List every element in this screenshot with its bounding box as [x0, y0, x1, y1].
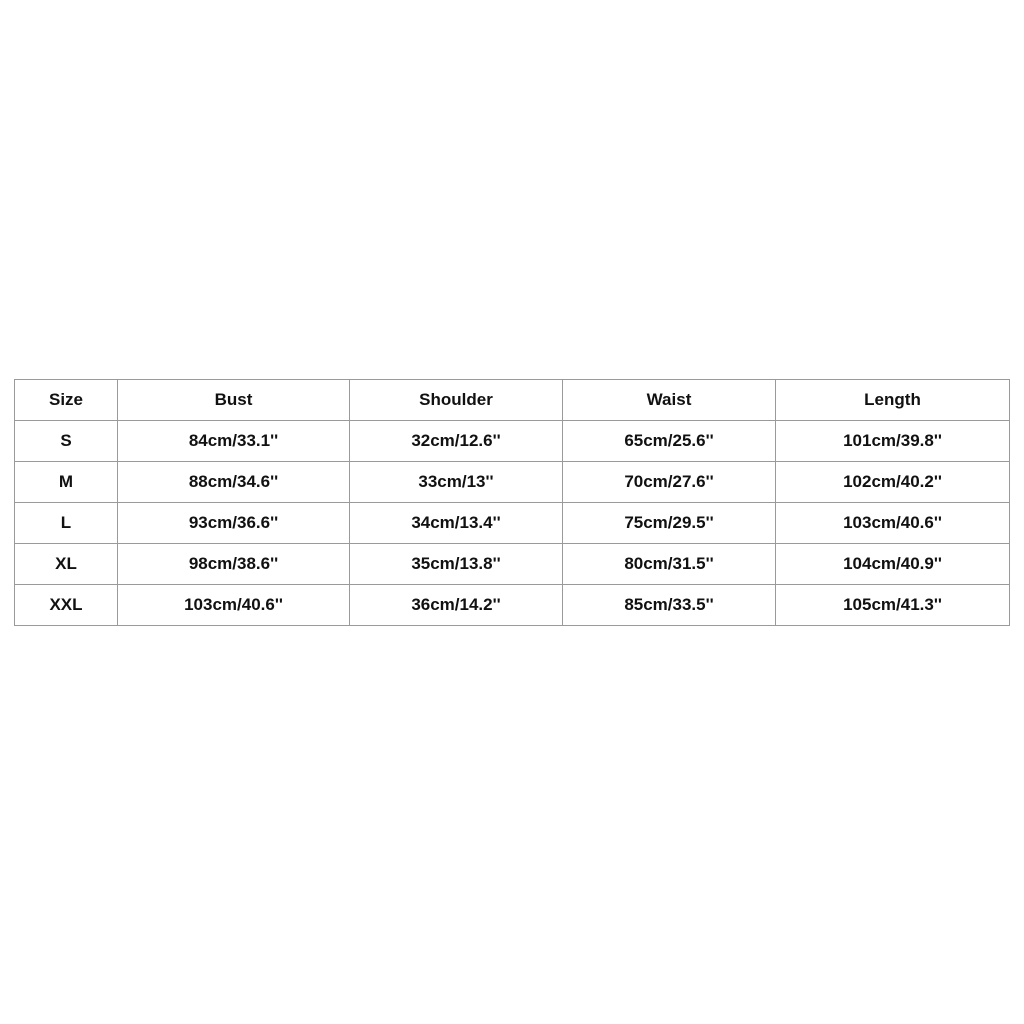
cell-shoulder: 33cm/13''	[350, 462, 563, 503]
cell-bust: 98cm/38.6''	[118, 544, 350, 585]
cell-size: M	[15, 462, 118, 503]
cell-size: XL	[15, 544, 118, 585]
table-body	[15, 421, 1010, 626]
cell-length: 101cm/39.8''	[776, 421, 1010, 462]
cell-shoulder: 36cm/14.2''	[350, 585, 563, 626]
cell-bust: 93cm/36.6''	[118, 503, 350, 544]
header-row	[15, 380, 1010, 421]
header-size: Size	[15, 380, 118, 421]
table-row	[15, 585, 1010, 626]
cell-waist: 85cm/33.5''	[563, 585, 776, 626]
table-row	[15, 503, 1010, 544]
cell-shoulder: 32cm/12.6''	[350, 421, 563, 462]
header-waist: Waist	[563, 380, 776, 421]
table-row	[15, 462, 1010, 503]
header-shoulder: Shoulder	[350, 380, 563, 421]
table-header	[15, 380, 1010, 421]
cell-bust: 84cm/33.1''	[118, 421, 350, 462]
cell-length: 105cm/41.3''	[776, 585, 1010, 626]
cell-size: L	[15, 503, 118, 544]
cell-length: 103cm/40.6''	[776, 503, 1010, 544]
header-length: Length	[776, 380, 1010, 421]
cell-waist: 75cm/29.5''	[563, 503, 776, 544]
cell-waist: 65cm/25.6''	[563, 421, 776, 462]
header-bust: Bust	[118, 380, 350, 421]
table-row	[15, 544, 1010, 585]
cell-size: S	[15, 421, 118, 462]
cell-bust: 88cm/34.6''	[118, 462, 350, 503]
cell-waist: 70cm/27.6''	[563, 462, 776, 503]
cell-shoulder: 34cm/13.4''	[350, 503, 563, 544]
cell-size: XXL	[15, 585, 118, 626]
cell-shoulder: 35cm/13.8''	[350, 544, 563, 585]
cell-bust: 103cm/40.6''	[118, 585, 350, 626]
cell-length: 102cm/40.2''	[776, 462, 1010, 503]
table-row	[15, 421, 1010, 462]
cell-waist: 80cm/31.5''	[563, 544, 776, 585]
size-chart-table	[14, 379, 1010, 626]
cell-length: 104cm/40.9''	[776, 544, 1010, 585]
